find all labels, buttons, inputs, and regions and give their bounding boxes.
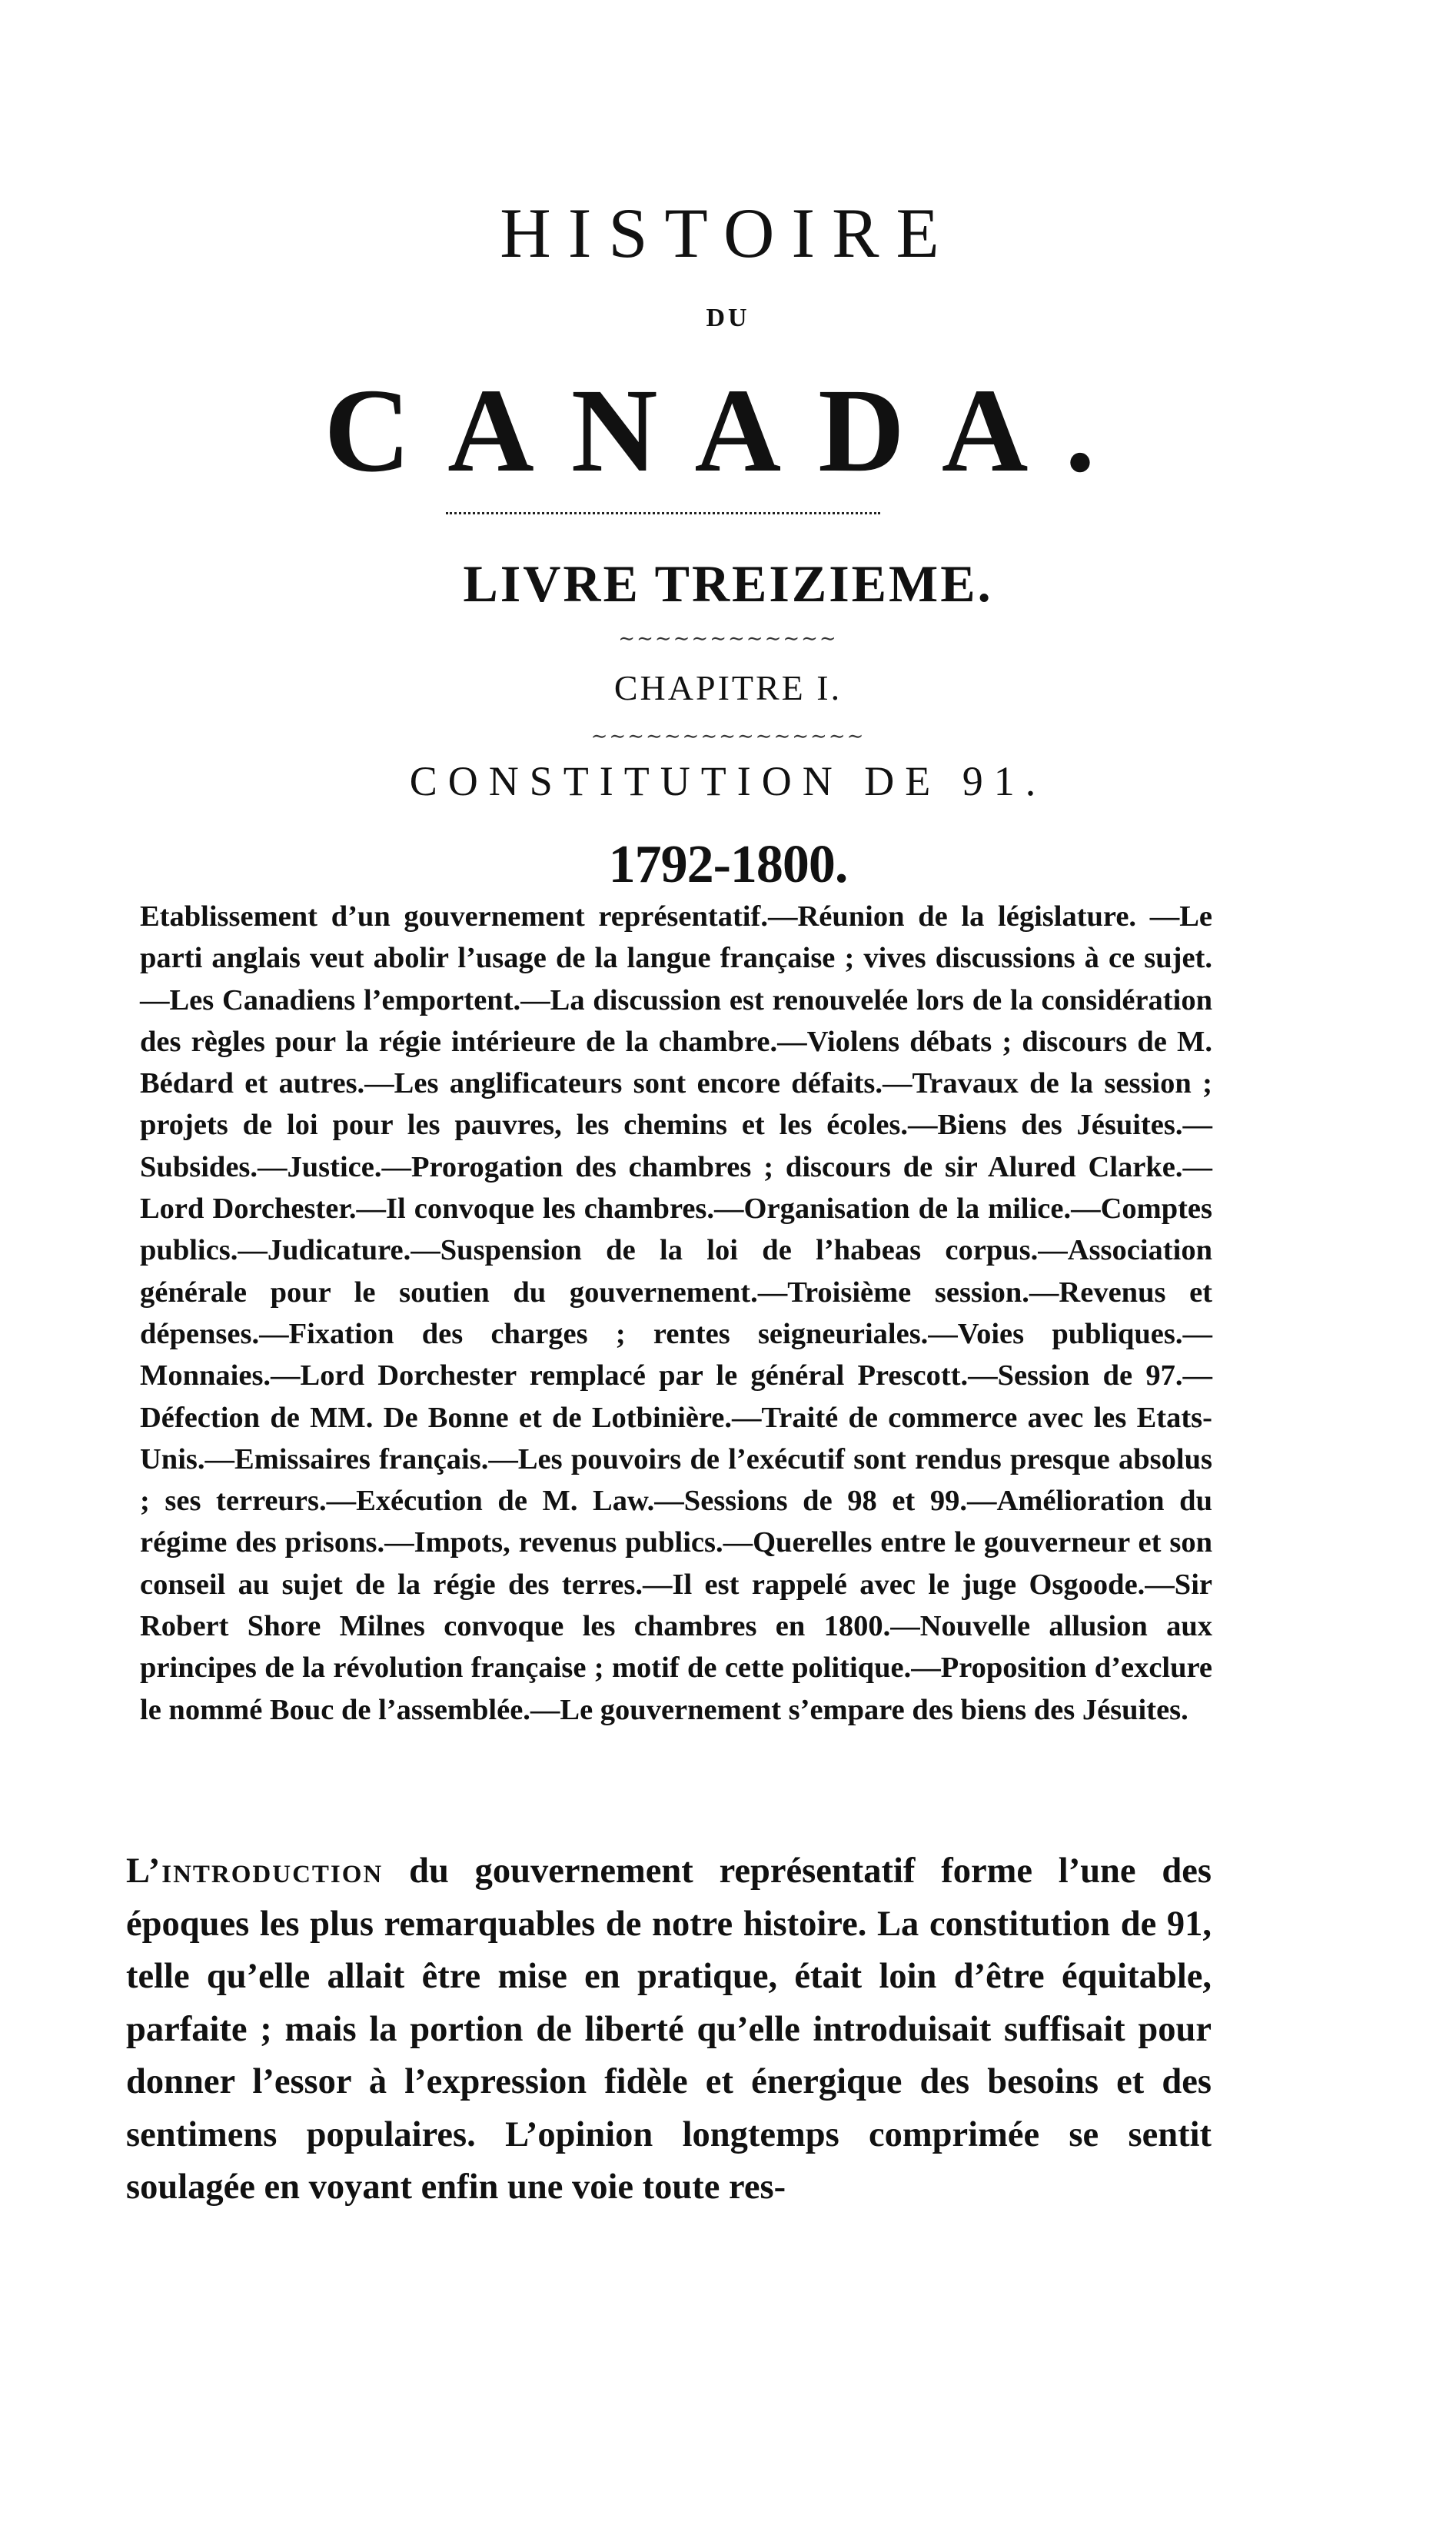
title-histoire: HISTOIRE: [500, 194, 956, 272]
title-du: DU: [706, 304, 750, 332]
chapter-number-heading: CHAPITRE I.: [613, 668, 843, 707]
ornamental-rule-bottom: ∼∼∼∼∼∼∼∼∼∼∼∼∼∼∼: [590, 725, 866, 747]
body-paragraph: [126, 1845, 1212, 2214]
title-canada: CANADA.: [324, 364, 1132, 497]
chapter-body: [126, 1845, 1212, 2214]
dotted-divider: [446, 512, 880, 514]
chapter-years: 1792-1800.: [608, 835, 848, 894]
body-paragraph-text: du gouvernement représentatif forme l’une des époques les plus remarquables de notre histoire. La constitution de 91, telle qu’elle allait être mise en pratique, était loin d’être équitable, parfaite ; mais la portion de liberté qu’elle introduisait suffisait pour donner l’essor à l’expression fidèle et énergique des besoins et des sentimens populaires. L’opinion longtemps comprimée se sentit soulagée en voyant enfin une voie toute res-: [126, 1851, 1212, 2207]
chapter-title: CONSTITUTION DE 91.: [409, 758, 1047, 804]
body-lead-word: L’introduction: [126, 1851, 384, 1891]
chapter-summary-text: Etablissement d’un gouvernement représentatif.—Réunion de la législature. —Le parti anglais veut abolir l’usage de la langue française ; vives discussions à ce sujet.—Les Canadiens l’emportent.—La discussion est renouvelée lors de la considération des règles pour la régie intérieure de la chambre.—Violens débats ; discours de M. Bédard et autres.—Les anglificateurs sont encore défaits.—Travaux de la session ; projets de loi pour les pauvres, les chemins et les écoles.—Biens des Jésuites.—Subsides.—Justice.—Prorogation des chambres ; discours de sir Alured Clarke.—Lord Dorchester.—Il convoque les chambres.—Organisation de la milice.—Comptes publics.—Judicature.—Suspension de la loi de l’habeas corpus.—Association générale pour le soutien du gouvernement.—Troisième session.—Revenus et dépenses.—Fixation des charges ; rentes seigneuriales.—Voies publiques.—Monnaies.—Lord Dorchester remplacé par le général Prescott.—Session de 97.—Défection de MM. De Bonne et de Lotbinière.—Traité de commerce avec les Etats-Unis.—Emissaires français.—Les pouvoirs de l’exécutif sont rendus presque absolus ; ses terreurs.—Exécution de M. Law.—Sessions de 98 et 99.—Amélioration du régime des prisons.—Impots, revenus publics.—Querelles entre le gouverneur et son conseil au sujet de la régie des terres.—Il est rappelé avec le juge Osgoode.—Sir Robert Shore Milnes convoque les chambres en 1800.—Nouvelle allusion aux principes de la révolution française ; motif de cette politique.—Proposition d’exclure le nommé Bouc de l’assemblée.—Le gouvernement s’empare des biens des Jésuites.: [140, 900, 1212, 1726]
chapter-summary: [140, 896, 1212, 1731]
book-number-heading: LIVRE TREIZIEME.: [463, 554, 993, 613]
ornamental-rule-top: ∼∼∼∼∼∼∼∼∼∼∼∼: [618, 627, 838, 650]
